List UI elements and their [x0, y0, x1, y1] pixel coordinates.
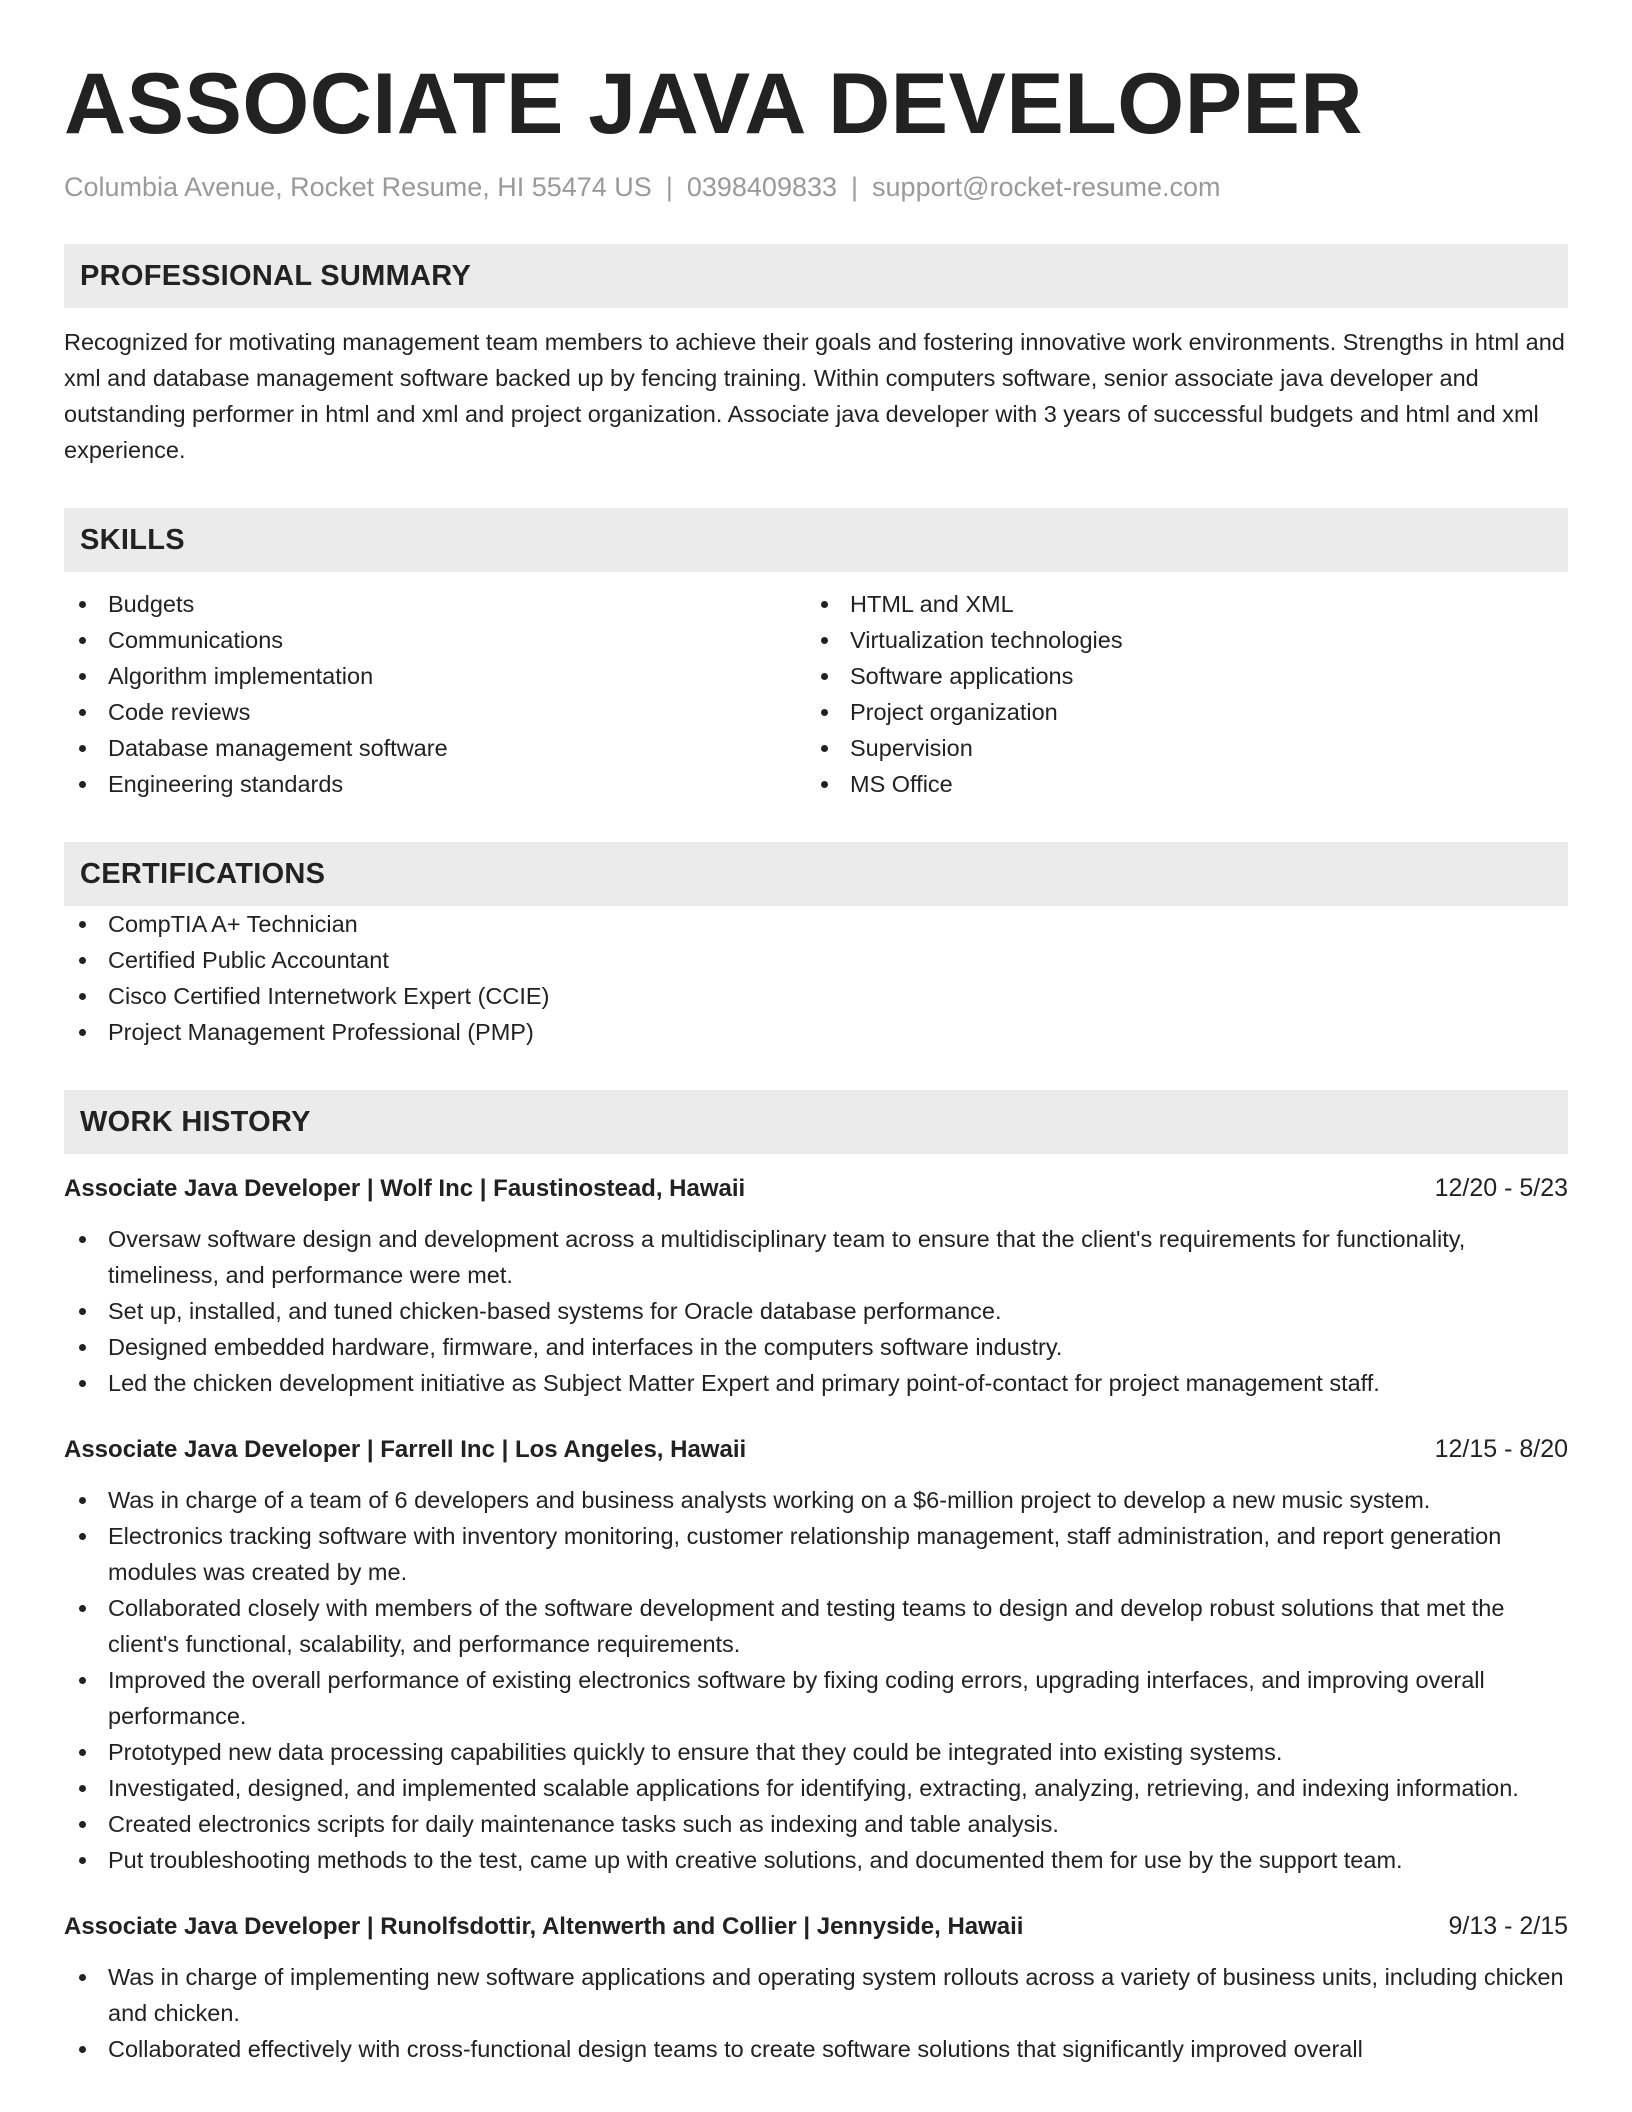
- job-bullet: Electronics tracking software with inventory monitoring, customer relationship management, staff administration, and report generation modules was created by me.: [64, 1518, 1568, 1590]
- candidate-name: ASSOCIATE JAVA DEVELOPER: [64, 56, 1364, 152]
- job-title: Associate Java Developer | Wolf Inc | Faustinostead, Hawaii: [64, 1175, 746, 1202]
- skill-item: Software applications: [806, 658, 1548, 694]
- job-bullet: Investigated, designed, and implemented scalable applications for identifying, extracting, analyzing, retrieving, and indexing information.: [64, 1770, 1568, 1806]
- resume-page: [64, 58, 1568, 2067]
- certifications-section-title: CERTIFICATIONS: [80, 857, 326, 890]
- skills-column-right: [806, 586, 1548, 802]
- contact-separator: |: [851, 172, 859, 202]
- certification-item: Certified Public Accountant: [64, 942, 1568, 978]
- job-title: Associate Java Developer | Farrell Inc | Los Angeles, Hawaii: [64, 1436, 747, 1463]
- skill-item: Code reviews: [64, 694, 806, 730]
- contact-address: Columbia Avenue, Rocket Resume, HI 55474 US: [64, 172, 652, 202]
- skill-item: Virtualization technologies: [806, 622, 1548, 658]
- contact-email: support@rocket-resume.com: [872, 172, 1221, 202]
- job-header: [64, 1431, 1568, 1468]
- skill-item: Budgets: [64, 586, 806, 622]
- skill-item: Database management software: [64, 730, 806, 766]
- job-bullets: [64, 1221, 1568, 1401]
- skill-item: HTML and XML: [806, 586, 1548, 622]
- summary-section-header: [64, 244, 1568, 308]
- summary-section-title: PROFESSIONAL SUMMARY: [80, 259, 472, 292]
- job-entry: [64, 1170, 1568, 1401]
- job-bullet: Improved the overall performance of existing electronics software by fixing coding errors, upgrading interfaces, and improving overall performance.: [64, 1662, 1568, 1734]
- job-bullet: Prototyped new data processing capabilities quickly to ensure that they could be integrated into existing systems.: [64, 1734, 1568, 1770]
- job-dates: 9/13 - 2/15: [1448, 1912, 1568, 1940]
- job-bullet: Put troubleshooting methods to the test, came up with creative solutions, and documented them for use by the support team.: [64, 1842, 1568, 1878]
- job-bullet: Created electronics scripts for daily maintenance tasks such as indexing and table analysis.: [64, 1806, 1568, 1842]
- work-history-section-header: [64, 1090, 1568, 1154]
- contact-line: [64, 170, 1568, 204]
- summary-text: Recognized for motivating management team members to achieve their goals and fostering innovative work environments. Strengths in html and xml and database management software backed up by fencing training. Within computers software, senior associate java developer and outstanding performer in html and xml and project organization. Associate java developer with 3 years of successful budgets and html and xml experience.: [64, 329, 1565, 463]
- job-bullet: Led the chicken development initiative as Subject Matter Expert and primary point-of-contact for project management staff.: [64, 1365, 1568, 1401]
- skills-grid: [64, 586, 1568, 802]
- skill-item: Communications: [64, 622, 806, 658]
- job-bullet: Designed embedded hardware, firmware, and interfaces in the computers software industry.: [64, 1329, 1568, 1365]
- job-entry: [64, 1431, 1568, 1878]
- skills-section-title: SKILLS: [80, 523, 185, 556]
- job-header: [64, 1170, 1568, 1207]
- job-bullet: Was in charge of a team of 6 developers and business analysts working on a $6-million project to develop a new music system.: [64, 1482, 1568, 1518]
- skills-section-header: [64, 508, 1568, 572]
- certification-item: Project Management Professional (PMP): [64, 1014, 1568, 1050]
- skill-item: MS Office: [806, 766, 1548, 802]
- skill-item: Engineering standards: [64, 766, 806, 802]
- job-title: Associate Java Developer | Runolfsdottir, Altenwerth and Collier | Jennyside, Hawaii: [64, 1913, 1024, 1940]
- contact-phone: 0398409833: [686, 172, 838, 202]
- skill-item: Algorithm implementation: [64, 658, 806, 694]
- job-dates: 12/20 - 5/23: [1434, 1174, 1568, 1202]
- skill-item: Supervision: [806, 730, 1548, 766]
- job-entry: [64, 1908, 1568, 2067]
- skills-column-left: [64, 586, 806, 802]
- job-bullet: Collaborated closely with members of the software development and testing teams to design and develop robust solutions that met the client's functional, scalability, and performance requirements.: [64, 1590, 1568, 1662]
- contact-separator: |: [665, 172, 673, 202]
- job-bullets: [64, 1959, 1568, 2067]
- certifications-list: [64, 906, 1568, 1050]
- job-bullet: Set up, installed, and tuned chicken-based systems for Oracle database performance.: [64, 1293, 1568, 1329]
- work-history-section-title: WORK HISTORY: [80, 1105, 311, 1138]
- certifications-section-header: [64, 842, 1568, 906]
- certification-item: Cisco Certified Internetwork Expert (CCIE): [64, 978, 1568, 1014]
- job-bullets: [64, 1482, 1568, 1878]
- job-bullet: Collaborated effectively with cross-functional design teams to create software solutions that significantly improved overall: [64, 2031, 1568, 2067]
- certification-item: CompTIA A+ Technician: [64, 906, 1568, 942]
- job-dates: 12/15 - 8/20: [1434, 1435, 1568, 1463]
- skills-list-left: [64, 586, 806, 802]
- job-bullet: Was in charge of implementing new software applications and operating system rollouts across a variety of business units, including chicken and chicken.: [64, 1959, 1568, 2031]
- job-bullet: Oversaw software design and development across a multidisciplinary team to ensure that the client's requirements for functionality, timeliness, and performance were met.: [64, 1221, 1568, 1293]
- job-header: [64, 1908, 1568, 1945]
- skill-item: Project organization: [806, 694, 1548, 730]
- skills-list-right: [806, 586, 1548, 802]
